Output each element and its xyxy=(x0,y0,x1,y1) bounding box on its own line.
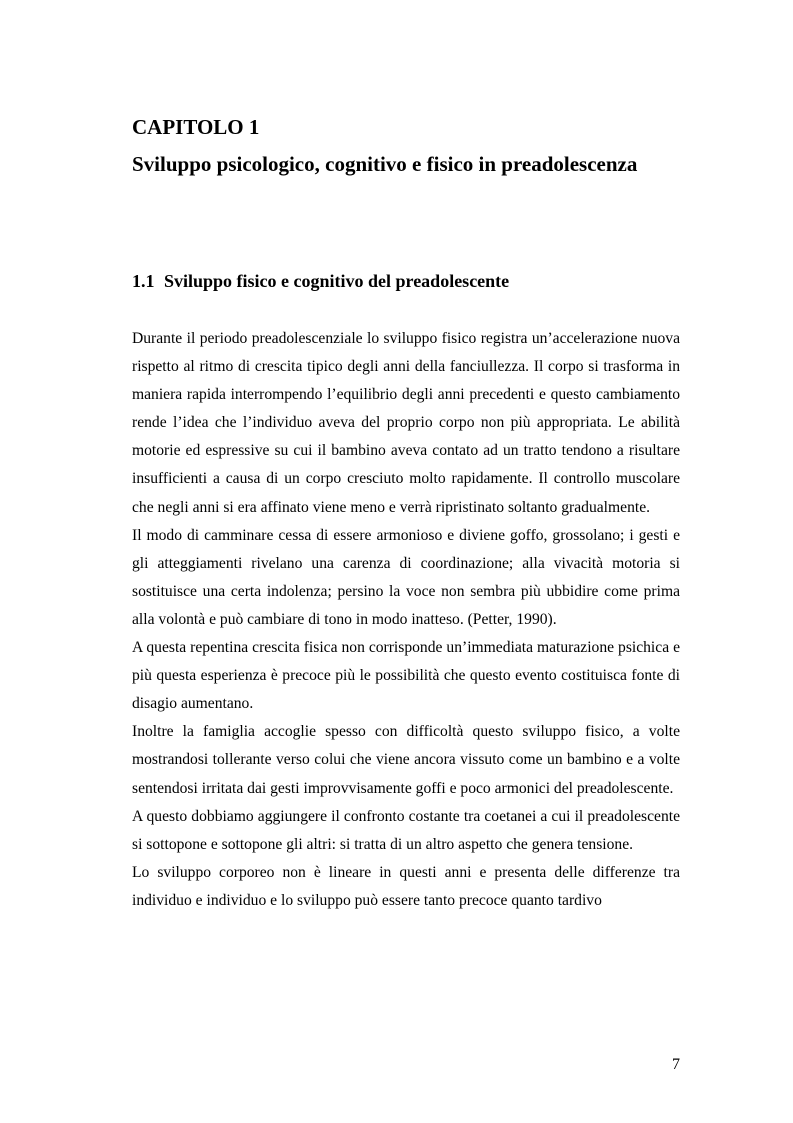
chapter-label: CAPITOLO 1 xyxy=(132,115,260,139)
paragraph: Inoltre la famiglia accoglie spesso con difficoltà questo sviluppo fisico, a volte mostrandosi tollerante verso colui che viene ancora vissuto come un bambino e a volte sentendosi irritata dai gesti improvvisamente goffi e poco armonici del preadolescente. xyxy=(132,723,680,797)
paragraph: Lo sviluppo corporeo non è lineare in questi anni e presenta delle differenze tra individuo e individuo e lo sviluppo può essere tanto precoce quanto tardivo xyxy=(132,863,680,909)
section-number: 1.1 xyxy=(132,271,155,291)
paragraph: Il modo di camminare cessa di essere armonioso e diviene goffo, grossolano; i gesti e gli atteggiamenti rivelano una carenza di coordinazione; alla vivacità motoria si sostituisce una certa indolenza; persino la voce non sembra più ubbidire come prima alla volontà e può cambiare di tono in modo inatteso. (Petter, 1990). xyxy=(132,526,680,628)
chapter-title: Sviluppo psicologico, cognitivo e fisico in preadolescenza xyxy=(132,152,638,176)
page-number: 7 xyxy=(672,1056,680,1073)
section-heading xyxy=(132,269,509,293)
paragraph: A questa repentina crescita fisica non corrisponde un’immediata maturazione psichica e più questa esperienza è precoce più le possibilità che questo evento costituisca fonte di disagio aumentano. xyxy=(132,639,680,713)
section-title: Sviluppo fisico e cognitivo del preadolescente xyxy=(164,271,510,291)
paragraph: A questo dobbiamo aggiungere il confronto costante tra coetanei a cui il preadolescente si sottopone e sottopone gli altri: si tratta di un altro aspetto che genera tensione. xyxy=(132,807,680,853)
body-text xyxy=(132,325,680,915)
paragraph: Durante il periodo preadolescenziale lo sviluppo fisico registra un’accelerazione nuova rispetto al ritmo di crescita tipico degli anni della fanciullezza. Il corpo si trasforma in maniera rapida interrompendo l’equilibrio degli anni precedenti e questo cambiamento rende l’idea che l’individuo aveva del proprio corpo non più appropriata. Le abilità motorie ed espressive su cui il bambino aveva contato ad un tratto tendono a risultare insufficienti a causa di un corpo cresciuto molto rapidamente. Il controllo muscolare che negli anni si era affinato viene meno e verrà ripristinato soltanto gradualmente. xyxy=(132,330,680,516)
